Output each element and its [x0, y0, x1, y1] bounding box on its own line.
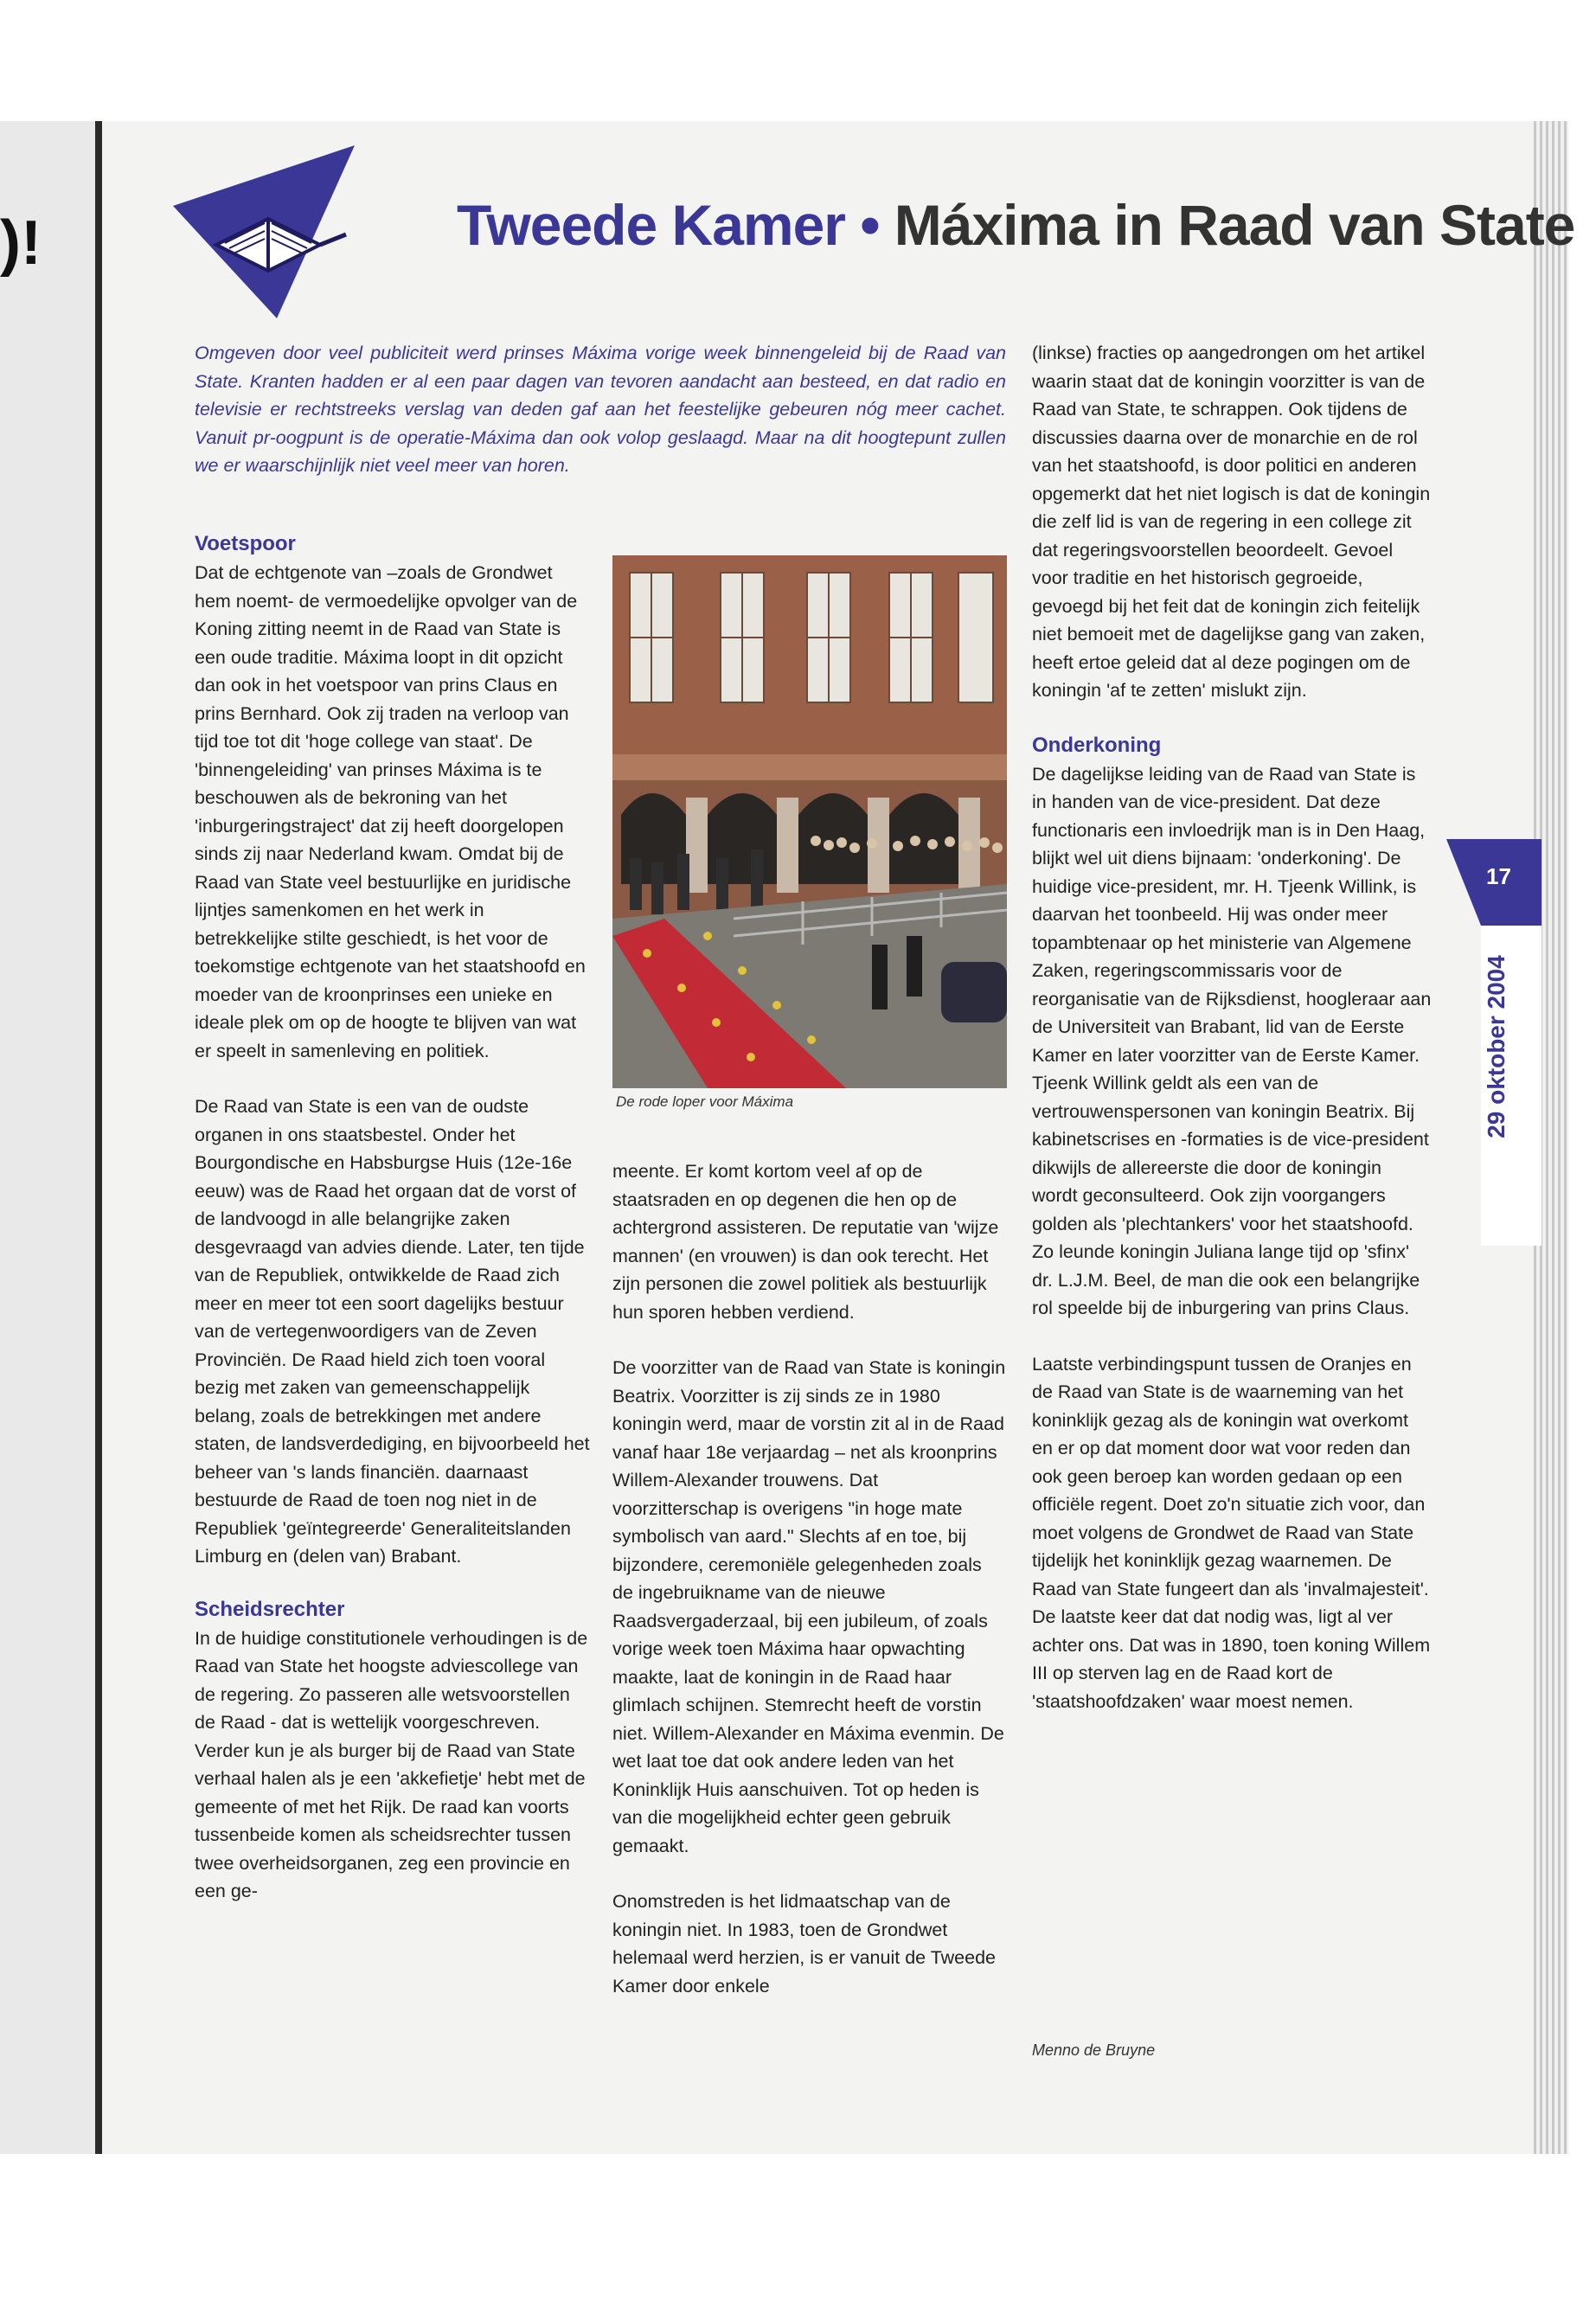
author-byline: Menno de Bruyne	[1032, 2041, 1156, 2059]
subheading-onderkoning: Onderkoning	[1032, 733, 1162, 757]
col1-paragraph-1: Dat de echtgenote van –zoals de Grondwet hem noemt- de vermoedelijke opvolger van de Koning zitting neemt in de Raad van State is een oude traditie. Máxima loopt in dit opzicht dan ook in het voetspoor van prins Claus en prins Bernhard. Ook zij traden na verloop van tijd toe tot dit 'hoge college van staat'. De 'binnengeleiding' van prinses Máxima is te beschouwen als de bekroning van het 'inburgeringstraject' dat zij heeft doorgelopen sinds zij naar Nederland kwam. Omdat bij de Raad van State veel bestuurlijke en juridische lijntjes samenkomen en het werk in betrekkelijke stilte geschiedt, is het voor de toekomstige echtgenote van het staatshoofd en moeder van de kroonprinses een unieke en ideale plek om op de hoogte te blijven van wat er speelt in samenleving en politiek.	[195, 562, 586, 1061]
left-page-fragment: )!	[0, 208, 42, 278]
col3-paragraph-2: De dagelijkse leiding van de Raad van State is in handen van de vice-president. Dat deze functionaris een invloedrijk man is in Den Haag, blijkt wel uit diens bijnaam: 'onderkoning'. De huidige vice-president, mr. H. Tjeenk Willink, is daarvan het toonbeeld. Hij was onder meer topambtenaar op het ministerie van Algemene Zaken, regeringscommissaris voor de reorganisatie van de Rijksdienst, hoogleraar aan de Universiteit van Brabant, lid van de Eerste Kamer en later voorzitter van de Eerste Kamer. Tjeenk Willink geldt als een van de vertrouwenspersonen van koningin Beatrix. Bij kabinetscrises en -formaties is de vice-president dikwijls de allereerste die door de koningin wordt geconsulteerd. Ook zijn voorgangers golden als 'plechtankers' voor het staatshoofd. Zo leunde koningin Juliana lange tijd op 'sfinx' dr. L.J.M. Beel, de man die ook een belangrijke rol speelde bij de inburgering van prins Claus.	[1032, 763, 1432, 1318]
left-page-edge	[0, 121, 102, 2154]
col1-paragraph-3: In de huidige constitutionele verhoudingen is de Raad van State het hoogste adviescollege van de regering. Zo passeren alle wetsvoorstellen de Raad - dat is wettelijk voorgeschreven. Verder kun je als burger bij de Raad van State verhaal halen als je een 'akkefietje' hebt met de gemeente of met het Rijk. De raad kan voorts tussenbeide komen als scheidsrechter tussen twee overheidsorganen, zeg een provincie en een ge-	[195, 1627, 588, 1901]
title-separator: •	[860, 193, 880, 257]
col2-paragraph-2: De voorzitter van de Raad van State is koningin Beatrix. Voorzitter is zij sinds ze in 1980 koningin werd, maar de vorstin zit al in de Raad vanaf haar 18e verjaardag – net als kroonprins Willem-Alexander trouwens. Dat voorzitterschap is overigens "in hoge mate symbolisch van aard." Slechts af en toe, bij bijzondere, ceremoniële gelegenheden zoals de ingebruikname van de nieuwe Raadsvergaderzaal, bij een jubileum, of zoals vorige week toen Máxima haar opwachting maakte, laat de koningin in de Raad haar glimlach schijnen. Stemrecht heeft de vorstin niet. Willem-Alexander en Máxima evenmin. De wet laat toe dat ook andere leden van het Koninklijk Huis aanschuiven. Tot op heden is van die mogelijkheid echter geen gebruik gemaakt.	[612, 1357, 1006, 1856]
title-section: Tweede Kamer	[457, 193, 845, 257]
column-3	[1032, 339, 1432, 1715]
issue-date: 29 oktober 2004	[1483, 955, 1509, 1138]
col2-paragraph-1: meente. Er komt kortom veel af op de staatsraden en op degenen die hen op de achtergrond assisteren. De reputatie van 'wijze mannen' (en vrouwen) is dan ook terecht. Het zijn personen die zowel politiek als bestuurlijk hun sporen hebben verdiend.	[612, 1161, 999, 1323]
page-number: 17	[1486, 863, 1511, 889]
column-1	[195, 529, 593, 1906]
intro-lead: Omgeven door veel publiciteit werd prinses Máxima vorige week binnengeleid bij de Raad van State. Kranten hadden er al een paar dagen van tevoren aandacht aan besteed, en dat radio en televisie er rechtstreeks verslag van deden gaf aan het feestelijke gebeuren nóg meer cachet. Vanuit pr-oogpunt is de operatie-Máxima dan ook volop geslaagd. Maar na dit hoogtepunt zullen we er waarschijnlijk niet veel meer van horen.	[195, 343, 1006, 476]
col2-paragraph-3: Onomstreden is het lidmaatschap van de koningin niet. In 1983, toen de Grondwet helemaal werd herzien, is er vanuit de Tweede Kamer door enkele	[612, 1891, 996, 1997]
title-headline: Máxima in Raad van State	[894, 193, 1575, 257]
column-2	[612, 1157, 1007, 2000]
magazine-spine	[95, 121, 102, 2154]
book-icon	[173, 145, 355, 318]
subheading-voetspoor: Voetspoor	[195, 532, 296, 555]
page-title	[457, 192, 1574, 258]
subheading-scheidsrechter: Scheidsrechter	[195, 1597, 345, 1621]
col3-paragraph-1: (linkse) fracties op aangedrongen om het artikel waarin staat dat de koningin voorzitter is van de Raad van State, te schrappen. Ook tijdens de discussies daarna over de monarchie en de rol van het staatshoofd, is door politici en anderen opgemerkt dat het niet logisch is dat de koningin die zelf lid is van de regering in een college zit dat regeringsvoorstellen beoordeelt. Gevoel voor traditie en het historisch gegroeide, gevoegd bij het feit dat de koningin zich feitelijk niet bemoeit met de dagelijkse gang van zaken, heeft ertoe geleid dat al deze pogingen om de koningin 'af te zetten' mislukt zijn.	[1032, 343, 1431, 701]
col3-paragraph-3: Laatste verbindingspunt tussen de Oranjes en de Raad van State is de waarneming van het koninklijk gezag als de koningin wat overkomt en er op dat moment door wat voor reden dan ook geen beroep kan worden gedaan op een officiële regent. Doet zo'n situatie zich voor, dan moet volgens de Grondwet de Raad van State tijdelijk het koninklijk gezag waarnemen. De Raad van State fungeert dan als 'invalmajesteit'. De laatste keer dat dat nodig was, ligt al ver achter ons. Dat was in 1890, toen koning Willem III op sterven lag en de Raad kort de 'staatshoofdzaken' waar moest nemen.	[1032, 1353, 1431, 1712]
col1-paragraph-2: De Raad van State is een van de oudste organen in ons staatsbestel. Onder het Bourgondische en Habsburgse Huis (12e-16e eeuw) was de Raad het orgaan dat de vorst of de landvoogd in alle belangrijke zaken desgevraagd van advies diende. Later, ten tijde van de Republiek, ontwikkelde de Raad zich meer en meer tot een soort dagelijks bestuur van de vertegenwoordigers van de Zeven Provinciën. De Raad hield zich toen vooral bezig met zaken van gemeenschappelijk belang, zoals de betrekkingen met andere staten, de landsverdediging, en bijvoorbeeld het beheer van 's lands financiën. daarnaast bestuurde de Raad de toen nog niet in de Republiek 'geïntegreerde' Generaliteitslanden Limburg en (delen van) Brabant.	[195, 1096, 590, 1567]
photo-red-carpet	[612, 555, 1007, 1088]
photo-caption: De rode loper voor Máxima	[616, 1093, 794, 1110]
